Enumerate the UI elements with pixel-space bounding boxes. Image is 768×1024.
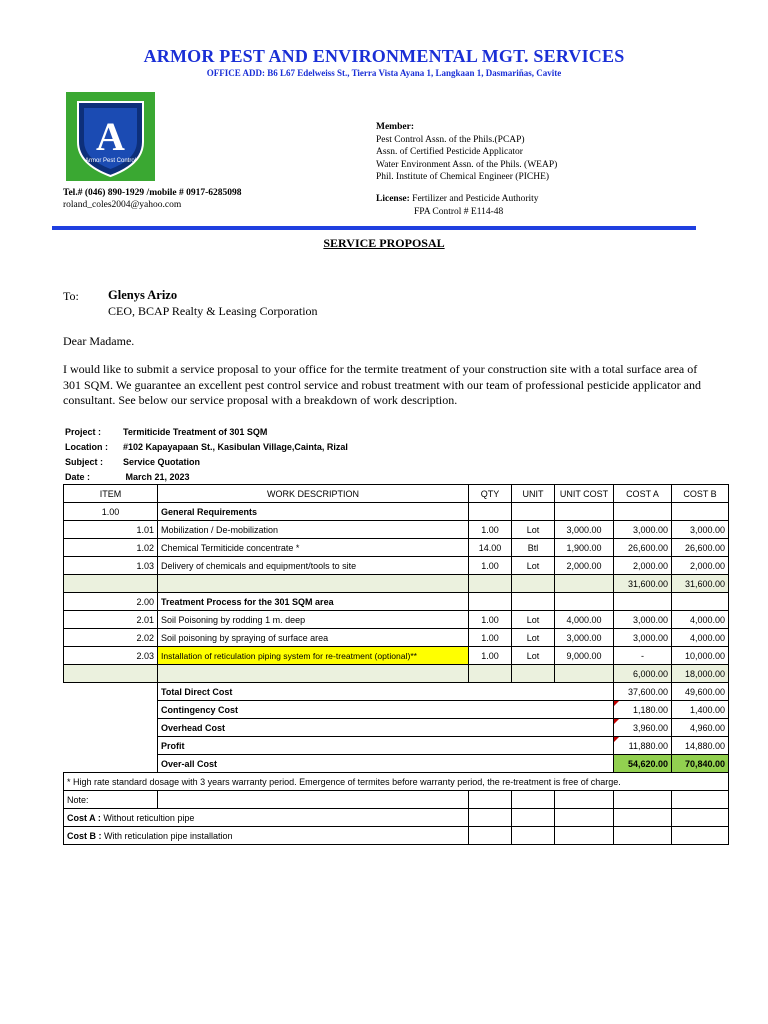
row-cost-a: 3,000.00 <box>614 611 672 629</box>
subtotal-cost-a: 6,000.00 <box>614 665 672 683</box>
cost-b-text: With reticulation pipe installation <box>101 830 233 841</box>
row-unit-cost: 4,000.00 <box>555 611 614 629</box>
row-qty: 1.00 <box>469 521 512 539</box>
recipient-position: CEO, BCAP Realty & Leasing Corporation <box>108 304 318 318</box>
project-meta <box>65 425 348 485</box>
row-unit-cost: 9,000.00 <box>555 647 614 665</box>
table-row <box>64 647 729 665</box>
row-desc: Chemical Termiticide concentrate * <box>158 539 469 557</box>
row-desc-highlighted: Installation of reticulation piping system for re-treatment (optional)** <box>158 647 469 665</box>
quotation-table <box>63 484 729 845</box>
row-unit: Lot <box>512 629 555 647</box>
office-address: OFFICE ADD: B6 L67 Edelweiss St., Tierra Vista Ayana 1, Langkaan 1, Dasmariñas, Cavite <box>206 68 562 78</box>
grand-total-row <box>64 755 729 773</box>
row-qty: 1.00 <box>469 557 512 575</box>
section-row <box>64 503 729 521</box>
cost-a-note <box>64 809 469 827</box>
license-label: License: <box>376 194 410 204</box>
row-unit-cost: 1,900.00 <box>555 539 614 557</box>
meta-key: Subject : <box>65 457 104 467</box>
total-row <box>64 737 729 755</box>
note-row <box>64 827 729 845</box>
member-label: Member: <box>376 122 414 132</box>
to-label: To: <box>63 289 79 303</box>
col-header-cost-a: COST A <box>614 485 672 503</box>
member-item: Phil. Institute of Chemical Engineer (PICHE) <box>376 172 550 182</box>
row-desc: Mobilization / De-mobilization <box>158 521 469 539</box>
table-header-row <box>64 485 729 503</box>
contact-block <box>63 187 242 211</box>
row-unit: Lot <box>512 647 555 665</box>
col-header-cost-b: COST B <box>672 485 729 503</box>
subtotal-row <box>64 575 729 593</box>
row-unit-cost: 3,000.00 <box>555 521 614 539</box>
total-cost-a: 37,600.00 <box>614 683 672 701</box>
grand-total-cost-a: 54,620.00 <box>614 755 672 773</box>
section-item: 1.00 <box>64 503 158 521</box>
meta-value: #102 Kapayapaan St., Kasibulan Village,Cainta, Rizal <box>123 442 348 452</box>
col-header-qty: QTY <box>469 485 512 503</box>
row-unit: Btl <box>512 539 555 557</box>
row-cost-a: 2,000.00 <box>614 557 672 575</box>
col-header-unit: UNIT <box>512 485 555 503</box>
row-unit: Lot <box>512 611 555 629</box>
total-row <box>64 701 729 719</box>
subtotal-cost-b: 18,000.00 <box>672 665 729 683</box>
col-header-description: WORK DESCRIPTION <box>158 485 469 503</box>
section-desc: General Requirements <box>158 503 469 521</box>
row-unit: Lot <box>512 521 555 539</box>
meta-value: Service Quotation <box>123 457 201 467</box>
total-row <box>64 683 729 701</box>
meta-key: Date : <box>65 472 91 482</box>
total-label: Profit <box>158 737 614 755</box>
footnote: * High rate standard dosage with 3 years warranty period. Emergence of termites before warranty period, the re-treatment is free of charge. <box>64 773 729 791</box>
row-cost-a: 3,000.00 <box>614 629 672 647</box>
total-cost-b: 4,960.00 <box>672 719 729 737</box>
grand-total-label: Over-all Cost <box>158 755 614 773</box>
memberships <box>376 121 557 184</box>
meta-key: Project : <box>65 427 102 437</box>
grand-total-cost-b: 70,840.00 <box>672 755 729 773</box>
header-divider <box>52 226 696 230</box>
row-cost-a: 26,600.00 <box>614 539 672 557</box>
section-item: 2.00 <box>64 593 158 611</box>
subtotal-cost-b: 31,600.00 <box>672 575 729 593</box>
cost-a-label: Cost A : <box>67 812 101 823</box>
logo-text: Armor Pest Control <box>84 158 137 164</box>
company-name: ARMOR PEST AND ENVIRONMENTAL MGT. SERVICES <box>143 46 625 66</box>
row-cost-b: 2,000.00 <box>672 557 729 575</box>
col-header-unit-cost: UNIT COST <box>555 485 614 503</box>
cost-b-label: Cost B : <box>67 830 102 841</box>
note-row <box>64 809 729 827</box>
section-desc: Treatment Process for the 301 SQM area <box>158 593 469 611</box>
member-item: Water Environment Assn. of the Phils. (WEAP) <box>376 159 558 170</box>
col-header-item: ITEM <box>64 485 158 503</box>
total-label: Contingency Cost <box>158 701 614 719</box>
row-qty: 14.00 <box>469 539 512 557</box>
meta-value: Termiticide Treatment of 301 SQM <box>123 427 268 437</box>
salutation: Dear Madame. <box>63 334 135 348</box>
row-item: 1.01 <box>64 521 158 539</box>
row-unit-cost: 3,000.00 <box>555 629 614 647</box>
license-block <box>376 193 539 218</box>
note-label: Note: <box>64 791 158 809</box>
row-desc: Soil Poisoning by rodding 1 m. deep <box>158 611 469 629</box>
row-item: 1.03 <box>64 557 158 575</box>
row-cost-b: 3,000.00 <box>672 521 729 539</box>
table-row <box>64 629 729 647</box>
member-item: Pest Control Assn. of the Phils.(PCAP) <box>376 134 525 145</box>
table-row <box>64 611 729 629</box>
member-item: Assn. of Certified Pesticide Applicator <box>376 147 523 157</box>
page-title: SERVICE PROPOSAL <box>323 236 445 250</box>
row-qty: 1.00 <box>469 629 512 647</box>
email[interactable]: roland_coles2004@yahoo.com <box>63 200 182 210</box>
total-cost-b: 14,880.00 <box>672 737 729 755</box>
row-qty: 1.00 <box>469 647 512 665</box>
total-cost-a: 11,880.00 <box>614 737 672 755</box>
total-cost-a: 3,960.00 <box>614 719 672 737</box>
meta-key: Location : <box>65 442 108 452</box>
row-cost-b: 4,000.00 <box>672 611 729 629</box>
recipient-name: Glenys Arizo <box>108 288 178 302</box>
total-cost-b: 49,600.00 <box>672 683 729 701</box>
row-item: 2.02 <box>64 629 158 647</box>
total-label: Overhead Cost <box>158 719 614 737</box>
telephone: Tel.# (046) 890-1929 /mobile # 0917-6285098 <box>63 188 242 198</box>
row-cost-a: 3,000.00 <box>614 521 672 539</box>
total-cost-b: 1,400.00 <box>672 701 729 719</box>
row-desc: Soil poisoning by spraying of surface area <box>158 629 469 647</box>
row-desc: Delivery of chemicals and equipment/tools to site <box>158 557 469 575</box>
company-logo <box>66 92 155 181</box>
row-unit-cost: 2,000.00 <box>555 557 614 575</box>
row-item: 2.03 <box>64 647 158 665</box>
license-text: Fertilizer and Pesticide Authority <box>412 194 539 204</box>
subtotal-cost-a: 31,600.00 <box>614 575 672 593</box>
cost-a-text: Without reticultion pipe <box>100 812 195 823</box>
row-item: 2.01 <box>64 611 158 629</box>
section-row <box>64 593 729 611</box>
row-qty: 1.00 <box>469 611 512 629</box>
meta-value: March 21, 2023 <box>123 472 190 482</box>
logo-letter: A <box>96 114 125 159</box>
row-cost-b: 26,600.00 <box>672 539 729 557</box>
row-cost-b: 10,000.00 <box>672 647 729 665</box>
subtotal-row <box>64 665 729 683</box>
total-row <box>64 719 729 737</box>
table-row <box>64 539 729 557</box>
row-item: 1.02 <box>64 539 158 557</box>
license-control: FPA Control # E114-48 <box>414 206 504 217</box>
table-row <box>64 557 729 575</box>
footnote-row <box>64 773 729 791</box>
proposal-body: I would like to submit a service proposal to your office for the termite treatment of your construction site with a total surface area of 301 SQM. We guarantee an excellent pest control service and robust treatment with our team of professional pesticide applicator and consultant. See below our service proposal with a breakdown of work description. <box>63 362 701 407</box>
row-cost-a: - <box>614 647 672 665</box>
total-cost-a: 1,180.00 <box>614 701 672 719</box>
cost-b-note <box>64 827 469 845</box>
note-row <box>64 791 729 809</box>
total-label: Total Direct Cost <box>158 683 614 701</box>
row-unit: Lot <box>512 557 555 575</box>
table-row <box>64 521 729 539</box>
row-cost-b: 4,000.00 <box>672 629 729 647</box>
